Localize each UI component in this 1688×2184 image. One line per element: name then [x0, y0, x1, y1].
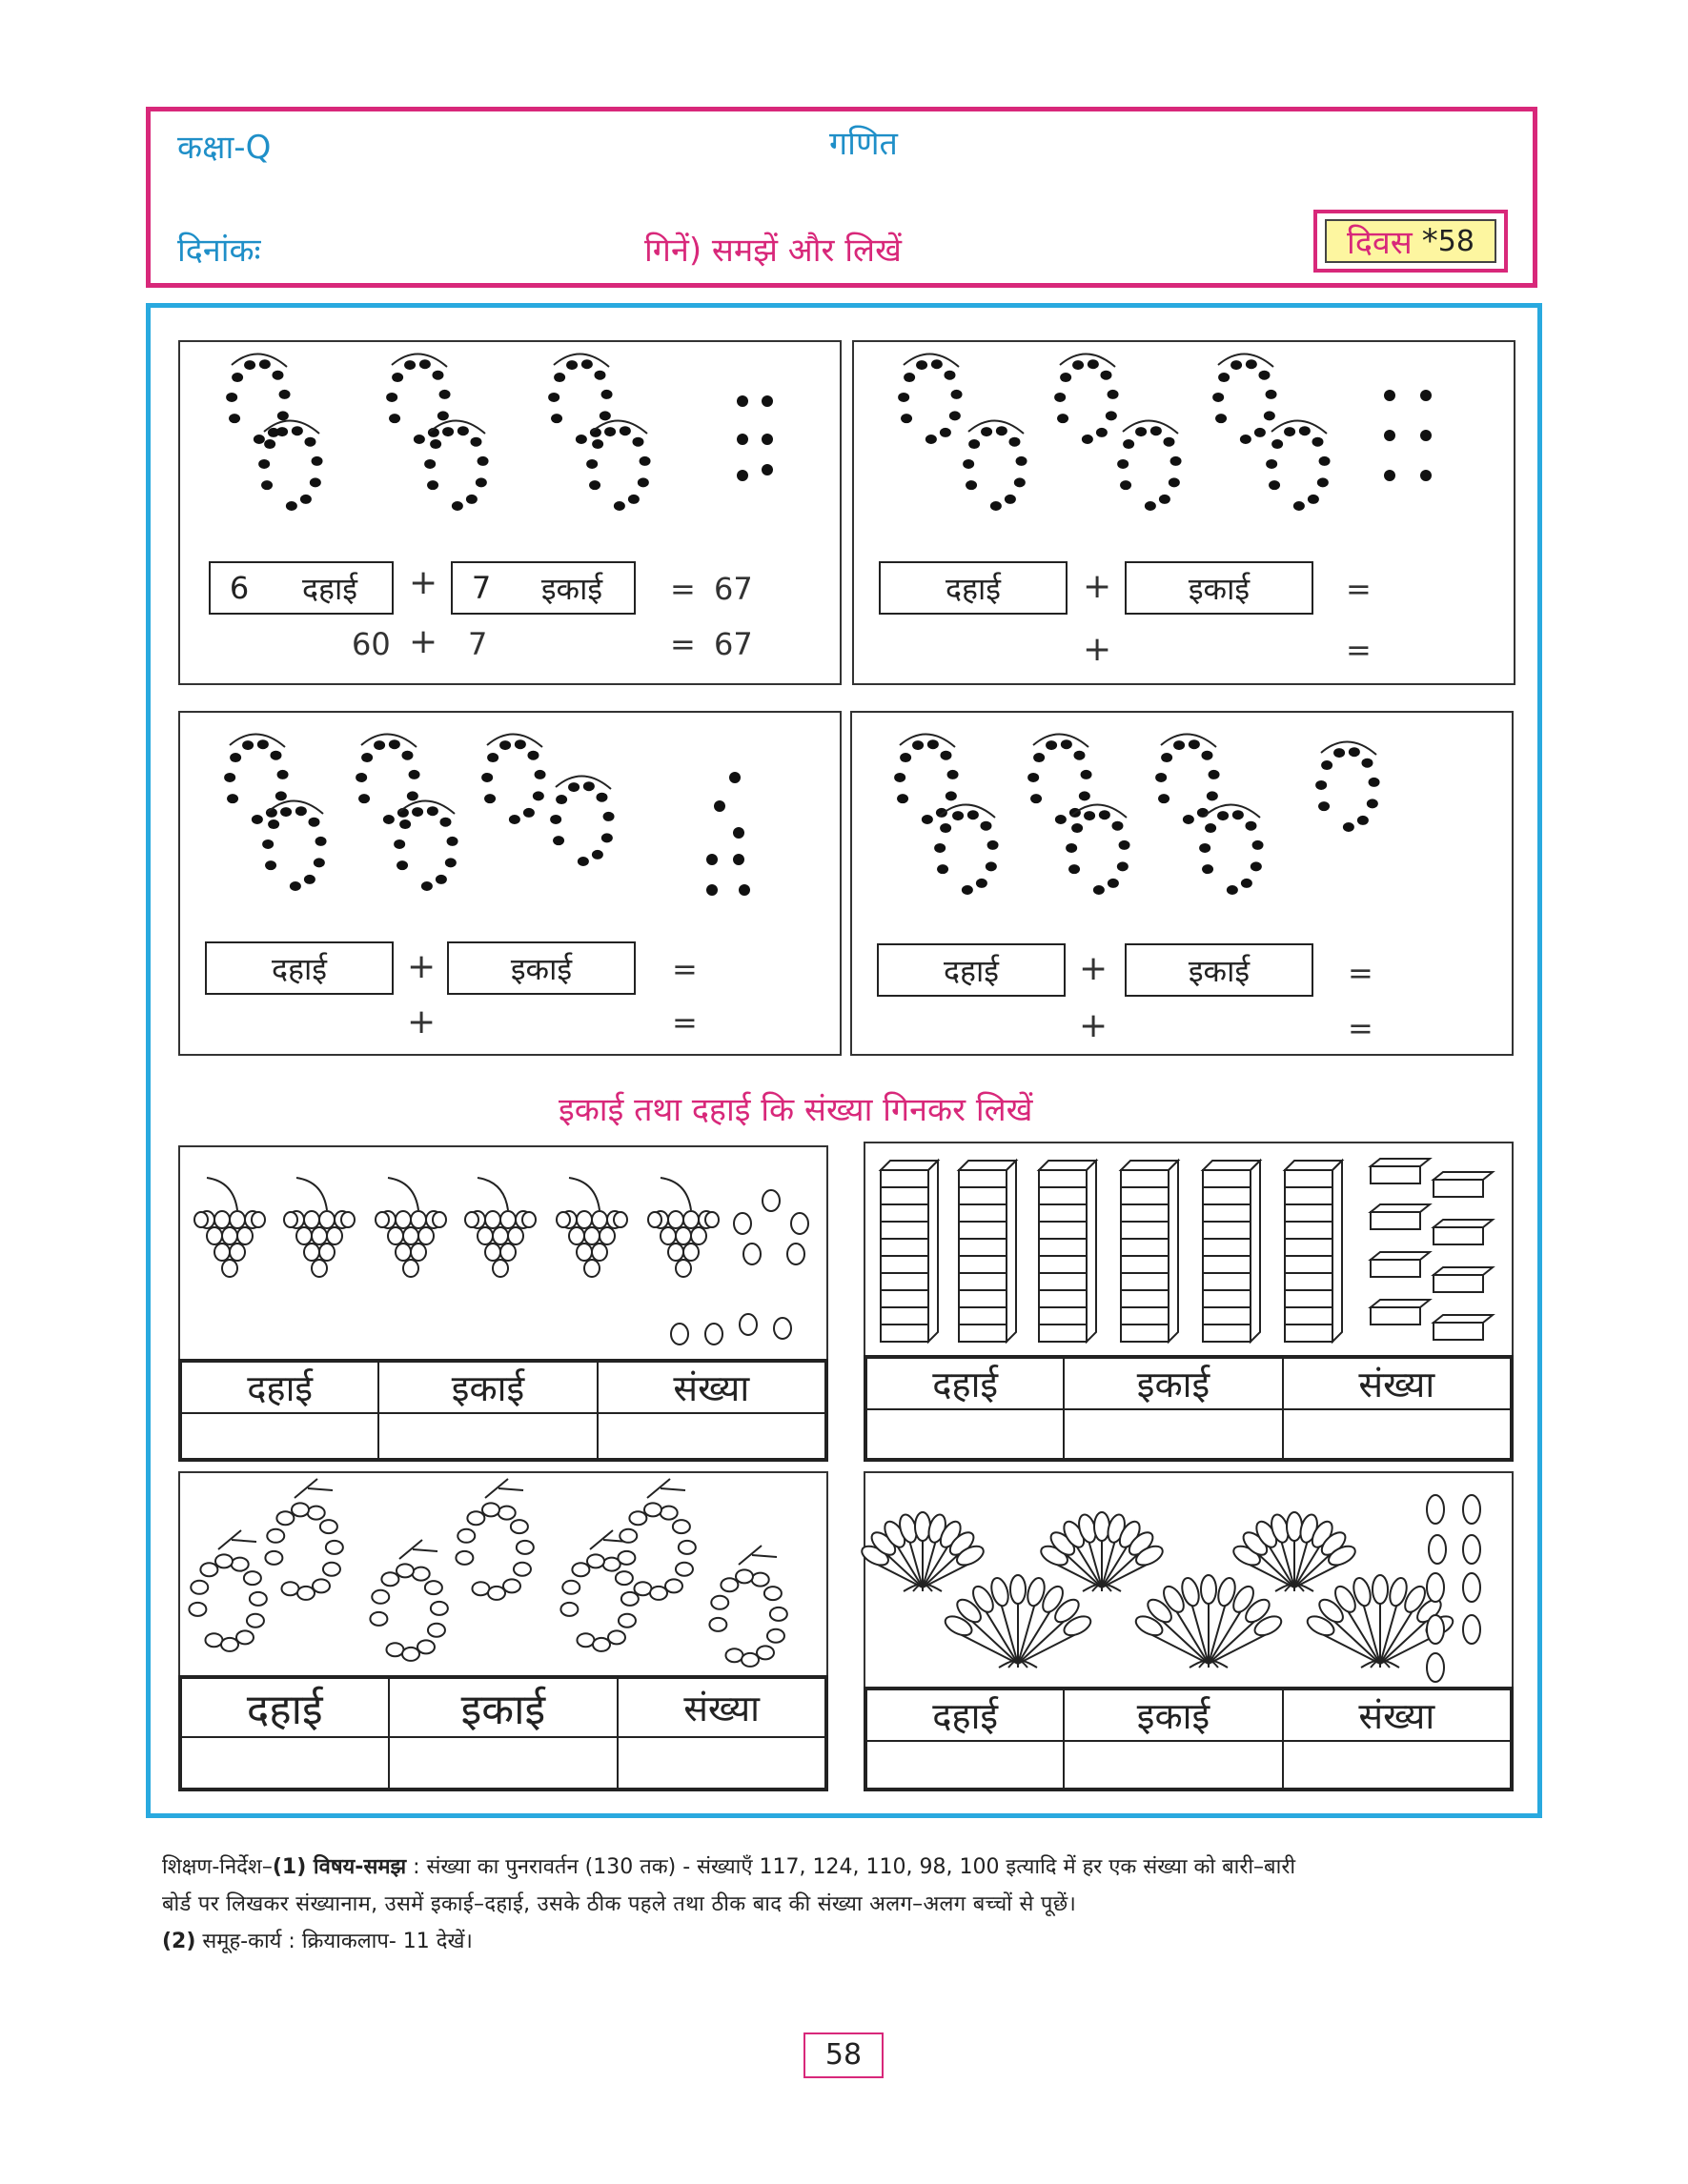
grape-bunch: [376, 1178, 446, 1277]
ten-rod: [1285, 1161, 1342, 1342]
ten-rod: [1039, 1161, 1096, 1342]
loose-flower: [1463, 1495, 1480, 1524]
loose-grape: [787, 1244, 804, 1264]
instruction-bold: (1) विषय-समझ: [272, 1855, 407, 1879]
expanded-tens: 60: [352, 626, 391, 662]
loose-bead: [729, 772, 741, 783]
loose-bead: [737, 470, 748, 481]
unit-block: [1371, 1159, 1430, 1183]
loose-grape: [743, 1244, 761, 1264]
page-number: 58: [803, 2032, 884, 2078]
loose-grape: [734, 1213, 751, 1234]
number-answer-cell[interactable]: [618, 1737, 825, 1789]
bead-string: [370, 1540, 447, 1661]
flower-bunch: [1133, 1575, 1285, 1668]
loose-flower: [1463, 1535, 1480, 1564]
bead-necklace: [356, 734, 419, 824]
tens-word: दहाई: [944, 952, 999, 989]
ones-header: इकाई: [1064, 1689, 1282, 1741]
bead-necklace: [548, 354, 612, 444]
bead-necklace: [481, 734, 545, 824]
bead-string: [265, 1479, 342, 1600]
bead-necklaces-illustration: [180, 342, 840, 533]
loose-bead: [714, 800, 725, 812]
bead-necklace: [934, 804, 998, 895]
bead-string: [189, 1530, 266, 1651]
bead-string: [709, 1546, 786, 1667]
number-answer-cell[interactable]: [1283, 1741, 1511, 1789]
bead-necklaces-illustration: [180, 713, 840, 913]
expanded-result: 67: [714, 626, 753, 662]
loose-bead: [1384, 470, 1395, 481]
bead-necklace: [1027, 734, 1091, 824]
tens-word: दहाई: [946, 570, 1001, 607]
unit-block: [1434, 1267, 1493, 1292]
loose-bead: [737, 395, 748, 407]
bead-string: [560, 1530, 638, 1651]
ones-answer-cell[interactable]: [1064, 1409, 1282, 1459]
bead-necklace: [1199, 804, 1263, 895]
loose-grape: [705, 1324, 722, 1345]
bead-necklace: [550, 776, 614, 866]
instruction-title: गिनें) समझें और लिखें: [644, 232, 902, 270]
loose-flower: [1427, 1615, 1444, 1644]
loose-bead: [706, 884, 718, 896]
ones-word: इकाई: [1188, 570, 1251, 607]
flower-bunch: [943, 1575, 1094, 1668]
ten-rod: [1121, 1161, 1178, 1342]
ones-word: इकाई: [1188, 952, 1251, 989]
grape-bunch: [465, 1178, 536, 1277]
loose-bead: [1420, 430, 1432, 441]
tens-word: दहाई: [302, 570, 357, 607]
tens-answer-cell[interactable]: [866, 1741, 1064, 1789]
ones-word: इकाई: [510, 950, 573, 987]
date-label: दिनांकः: [177, 232, 261, 270]
ones-box[interactable]: [1125, 943, 1313, 997]
bead-necklace: [1266, 420, 1330, 511]
bead-necklace: [386, 354, 450, 444]
loose-flower: [1463, 1615, 1480, 1644]
bead-necklace: [963, 420, 1027, 511]
tens-box[interactable]: [205, 941, 394, 995]
loose-grape: [671, 1324, 688, 1345]
instruction-line-1: [162, 1849, 1525, 1886]
exercise-panel-2: [852, 340, 1515, 685]
plus-sign: +: [409, 563, 438, 602]
grape-bunch: [284, 1178, 355, 1277]
answer-table: [178, 1359, 828, 1462]
flower-bunch: [1230, 1512, 1358, 1591]
ones-box[interactable]: [1125, 561, 1313, 615]
bead-necklace: [224, 734, 288, 824]
ones-box[interactable]: [451, 561, 636, 615]
ones-word: इकाई: [540, 570, 603, 607]
equals-sign: =: [672, 951, 698, 987]
grapes-illustration: [180, 1147, 826, 1363]
plus-sign: +: [1079, 949, 1108, 988]
ones-answer-cell[interactable]: [389, 1737, 619, 1789]
unit-block: [1434, 1220, 1493, 1244]
unit-block: [1371, 1252, 1430, 1277]
flower-bunch: [1038, 1512, 1166, 1591]
section-title: इकाई तथा दहाई कि संख्या गिनकर लिखें: [559, 1091, 1033, 1129]
loose-flower: [1429, 1535, 1446, 1564]
bead-necklace: [1066, 804, 1129, 895]
loose-bead: [1384, 390, 1395, 401]
unit-block: [1371, 1204, 1430, 1229]
loose-flower: [1427, 1573, 1444, 1602]
plus-sign: +: [407, 947, 437, 986]
bead-necklace: [258, 420, 322, 511]
instruction-line-2: बोर्ड पर लिखकर संख्यानाम, उसमें इकाई–दहाई, उसके ठीक पहले तथा ठीक बाद की संख्या अलग–अलग बच्चों से पूछें।: [162, 1892, 1077, 1916]
tens-box[interactable]: [209, 561, 394, 615]
loose-flower: [1427, 1495, 1444, 1524]
ones-box[interactable]: [447, 941, 636, 995]
instruction-text: : संख्या का पुनरावर्तन (130 तक) - संख्याएँ 117, 124, 110, 98, 100 इत्यादि में हर एक संख्या को बारी–बारी: [406, 1855, 1296, 1879]
flowers-panel: [864, 1471, 1514, 1790]
ones-answer-cell[interactable]: [1064, 1741, 1282, 1789]
equals-sign: =: [1346, 571, 1372, 607]
plus-sign: +: [1079, 1006, 1108, 1045]
day-number: 58: [1437, 224, 1474, 258]
bead-necklace: [1054, 354, 1118, 444]
loose-bead: [1420, 470, 1432, 481]
tens-header: दहाई: [181, 1362, 378, 1413]
equals-sign: =: [1348, 955, 1373, 991]
equals-sign: =: [1348, 1010, 1373, 1046]
instruction-line-3: [162, 1923, 1525, 1960]
loose-bead: [737, 434, 748, 445]
number-header: संख्या: [1283, 1358, 1511, 1409]
number-header: संख्या: [618, 1678, 825, 1737]
unit-block: [1434, 1315, 1493, 1340]
result-value: 67: [714, 571, 753, 607]
loose-grape: [763, 1190, 780, 1211]
ones-header: इकाई: [1064, 1358, 1282, 1409]
equals-sign: =: [1346, 632, 1372, 668]
loose-bead: [1420, 390, 1432, 401]
bead-strings-panel: [178, 1471, 828, 1790]
ten-rod: [1203, 1161, 1260, 1342]
loose-grape: [774, 1318, 791, 1339]
bead-necklace: [1117, 420, 1181, 511]
grape-bunch: [557, 1178, 627, 1277]
loose-bead: [1384, 430, 1395, 441]
ones-answer-cell[interactable]: [378, 1413, 597, 1459]
bead-necklaces-illustration: [852, 713, 1512, 913]
teacher-instructions: [162, 1849, 1525, 1960]
equals-sign: =: [672, 1004, 698, 1041]
bead-strings-illustration: [180, 1473, 826, 1677]
instruction-text: समूह-कार्य : क्रियाकलाप- 11 देखें।: [195, 1930, 473, 1953]
expanded-ones: 7: [468, 626, 488, 662]
loose-grape: [791, 1213, 808, 1234]
answer-table: [178, 1675, 828, 1791]
day-badge: [1313, 210, 1508, 273]
tens-header: दहाई: [866, 1689, 1064, 1741]
class-label: कक्षा-Q: [177, 129, 272, 167]
grape-bunch: [648, 1178, 719, 1277]
base-ten-blocks-illustration: [865, 1143, 1512, 1359]
tens-header: दहाई: [181, 1678, 389, 1737]
plus-sign: +: [409, 622, 438, 661]
number-answer-cell[interactable]: [1283, 1409, 1511, 1459]
exercise-panel-1: [178, 340, 842, 685]
day-label: दिवस: [1347, 224, 1413, 262]
number-header: संख्या: [598, 1362, 825, 1413]
bead-necklace: [1315, 741, 1379, 832]
day-star: *: [1421, 222, 1438, 260]
loose-bead: [762, 395, 773, 407]
instruction-prefix: शिक्षण-निर्देश–: [162, 1855, 273, 1879]
number-answer-cell[interactable]: [598, 1413, 825, 1459]
loose-bead: [762, 434, 773, 445]
plus-sign: +: [407, 1002, 437, 1041]
bead-string: [456, 1479, 533, 1600]
loose-bead: [733, 854, 744, 865]
bead-necklace: [894, 734, 958, 824]
subject-title: गणित: [829, 125, 898, 163]
tens-box[interactable]: [879, 561, 1068, 615]
equals-sign: =: [670, 626, 696, 662]
answer-table: [864, 1687, 1514, 1791]
bead-necklace: [1212, 354, 1276, 444]
loose-flower: [1427, 1653, 1444, 1682]
ones-value: 7: [471, 570, 492, 606]
ones-header: इकाई: [389, 1678, 619, 1737]
ten-rod: [881, 1161, 938, 1342]
unit-block: [1371, 1300, 1430, 1325]
loose-bead: [762, 464, 773, 475]
flower-bunch: [859, 1512, 986, 1591]
tens-answer-cell[interactable]: [181, 1737, 389, 1789]
loose-bead: [739, 884, 750, 896]
tens-box[interactable]: [877, 943, 1066, 997]
tens-answer-cell[interactable]: [866, 1409, 1064, 1459]
flower-bunches-illustration: [865, 1473, 1512, 1689]
instruction-bold: (2): [162, 1930, 196, 1953]
plus-sign: +: [1083, 630, 1112, 669]
unit-block: [1434, 1172, 1493, 1197]
blocks-panel: [864, 1142, 1514, 1460]
tens-word: दहाई: [272, 950, 327, 987]
loose-grape: [740, 1314, 757, 1335]
grapes-panel: [178, 1145, 828, 1460]
bead-necklace: [898, 354, 962, 444]
answer-table: [864, 1355, 1514, 1462]
bead-necklaces-illustration: [854, 342, 1514, 533]
loose-bead: [733, 827, 744, 839]
exercise-panel-4: [850, 711, 1514, 1056]
loose-bead: [706, 854, 718, 865]
ten-rod: [959, 1161, 1016, 1342]
plus-sign: +: [1083, 567, 1112, 606]
tens-header: दहाई: [866, 1358, 1064, 1409]
loose-flower: [1463, 1573, 1480, 1602]
ones-header: इकाई: [378, 1362, 597, 1413]
number-header: संख्या: [1283, 1689, 1511, 1741]
equals-sign: =: [670, 571, 696, 607]
grape-bunch: [194, 1178, 265, 1277]
tens-answer-cell[interactable]: [181, 1413, 378, 1459]
tens-value: 6: [229, 570, 250, 606]
exercise-panel-3: [178, 711, 842, 1056]
